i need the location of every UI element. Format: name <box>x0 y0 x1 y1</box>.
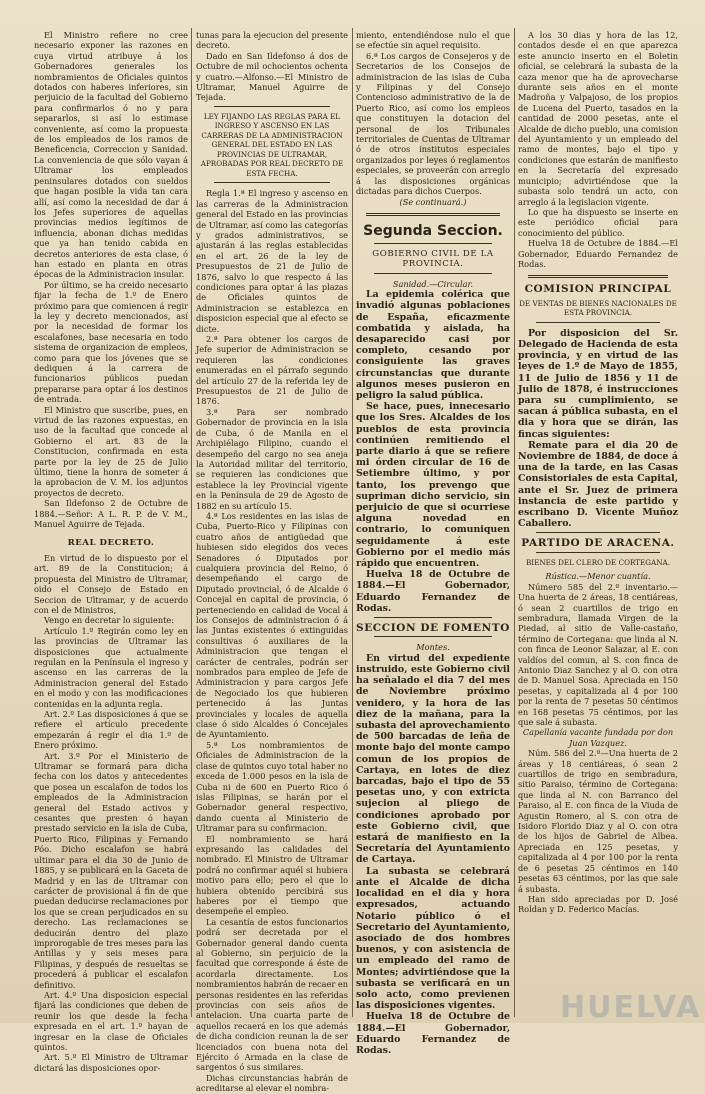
rule: 5.ª Los nombramientos de Oficiales de Administracion de la clase de quintos cuyo total haber no exceda de 1.000 pesos en la isla de Cuba ni de 600 en Puerto Rico ó islas Filipinas, se harán por el Gobernador general respectivo, dando cuenta al Ministerio de Ultramar para su confirmacion. <box>196 739 348 834</box>
section-heading: COMISION PRINCIPAL <box>524 283 672 296</box>
paragraph: En virtud del expediente instruido, este Gobierno civil ha señalado el dia 7 del mes de Noviembre próximo venidero, y la hora de las diez de la mañana, para la subasta del aprovechamiento de 500 barcadas de leña de monte bajo del monte campo comun de los propios de Cartaya, en lotes de diez barcadas, bajo el tipo de 55 pesetas uno, y con extricta sujecion al pliego de condiciones aprobado por este Gobierno civil, que estará de manifiesto en la Secretaría del Ayuntamiento de Cartaya. <box>356 652 510 866</box>
article: Artículo 1.º Regirán como ley en las provincias de Ultramar las disposiciones que actualmente regulan en la Península el ingreso y ascenso en las carreras de la Administracion general del Estado en el modo y con las modificaciones contenidas en la adjunta regla. <box>34 625 188 709</box>
rule: 3.ª Para ser nombrado Gobernador de provincia en la isla de Cuba, ó de Manila en el Archipiélago Filipino, cuando el desempeño del cargo no sea aneja la Autoridad militar del territorio, se requieren las condiciones que establece la ley Provincial vigente en la Península de 29 de Agosto de 1882 en su artículo 15. <box>196 406 348 511</box>
law-title: LEY FIJANDO LAS REGLAS PARA EL INGRESO Y ASCENSO EN LAS CARRERAS DE LA ADMINISTRACION GENERAL DEL ESTADO EN LAS PROVINCIAS DE ULTRAMAR, APROBADAS POR REAL DECRETO DE ESTA FECHA. <box>200 111 344 178</box>
rule: 2.ª Para obtener los cargos de Jefe superior de Administracion se requieren las condiciones enumeradas en el párrafo segundo del artículo 27 de la referida ley de Presupuestos de 21 de Julio de 1876. <box>196 334 348 407</box>
divider <box>214 182 330 183</box>
property-listing: Núm. 586 del 2.º—Una huerta de 2 áreas y 18 centiáreas, ó sean 2 cuartillos de trigo en sembradura, sitio Paraiso, término de Cortegana: que linda al N. con Barranco del Paraiso, al E. con finca de la Viuda de Agustin Romero, al S. con otra de Isidoro Florido Diaz y al O. con otra de los hijos de Gabriel de Albea. Apreciada en 125 pesetas, y capitalizada al 4 por 100 por la renta de 6 pesetas 25 céntimos en 140 pesetas 63 céntimos, por las que sale á subasta. <box>518 748 678 894</box>
paragraph: La cesantía de estos funcionarios podrá ser decretada por el Gobernador general dando cuenta al Gobierno, sin perjuicio de la facultad que corresponde á éste de acordarla directamente. Los nombramientos habrán de recaer en personas residentes en las referidas provincias con seis años de antelacion. Una cuarta parte de aquellos recaerá en los que además de dicha condicion reunan la de ser licenciados con buena nota del Ejército ó Armada en la clase de sargentos ó sus similares. <box>196 916 348 1073</box>
divider <box>536 532 660 533</box>
column-1 <box>34 30 188 1073</box>
section-subheading: DE VENTAS DE BIENES NACIONALES DE ESTA PROVINCIA. <box>519 298 677 318</box>
divider <box>214 106 330 107</box>
divider <box>374 617 492 618</box>
subheading: Capellanía vacante fundada por don Juan Vazquez. <box>522 727 674 748</box>
paragraph: El Ministro refiere no cree necesario exponer las razones en cuya virtud atribuye á los Gobernadores generales los nombramientos de Oficiales quintos dotados con haberes inferiores, sin perjuicio de la facultad del Gobierno para confirmarlos ó no y para separarlos, si así lo estimase conveniente, así como la propuesta de los empleados de los ramos de Beneficencia, Correccion y Sanidad. La conveniencia de que sólo vayan á Ultramar los empleados peninsulares dotados con sueldos que hagan posible la vida tan cara allí, así como la necesidad de dar á los Jefes superiores de aquellas provincias medios legítimos de influencia, abonan dichas medidas que ya han tenido cabida en decretos anteriores de esta clase, ó han estado en planta en otras épocas de la Administracion insular. <box>34 30 188 280</box>
signature-line: Dado en San Ildefonso á dos de Octubre de mil ochocientos ochenta y cuatro.—Alfonso.—El Ministro de Ultramar, Manuel Aguirre de Tejada. <box>196 50 348 103</box>
paragraph: Se hace, pues, innecesario que los Sres. Alcaldes de los pueblos de esta provincia continúen remitiendo el parte diario á que se refiere mi órden circular de 16 de Setiembre último, y por tanto, los prevengo que supriman dicho servicio, sin perjuicio de que si ocurriese alguna novedad en contrario, lo comuniquen seguidamente á este Gobierno por el medio más rápido que encuentren. <box>356 401 510 569</box>
column-rule <box>514 28 515 1017</box>
subheading: Rústica.—Menor cuantía. <box>545 571 651 582</box>
watermark-text: HUELVA <box>560 990 702 1025</box>
subheading: Sanidad.—Circular. <box>392 278 474 289</box>
section-heading: PARTIDO DE ARACENA. <box>521 537 675 550</box>
section-title: Segunda Seccion. <box>363 222 503 239</box>
article: Art. 4.º Una disposicion especial fijará las condiciones que deben de reunir los que desde la fecha expresada en el art. 1.º hayan de ingresar en la clase de Oficiales quintos. <box>34 989 188 1052</box>
paragraph: Dichas circunstancias habrán de acreditarse al elevar el nombra- <box>196 1072 348 1094</box>
paragraph: Vengo en decretar lo siguiente: <box>44 615 175 626</box>
article: Art. 2.º Las disposiciones á que se refiere el artículo precedente empezarán á regir el dia 1.º de Enero próximo. <box>34 709 188 751</box>
section-subheading: BIENES DEL CLERO DE CORTEGANA. <box>526 557 670 567</box>
divider <box>374 636 492 637</box>
divider <box>528 275 668 278</box>
divider <box>374 243 492 244</box>
section-heading: SECCION DE FOMENTO <box>356 622 510 635</box>
government-heading: GOBIERNO CIVIL DE LA PROVINCIA. <box>372 248 494 270</box>
column-4 <box>518 30 678 1013</box>
continued-note: (Se continuará.) <box>399 196 467 207</box>
paragraph: Por disposicion del Sr. Delegado de Hacienda de esta provincia, y en virtud de las leyes de 1.º de Mayo de 1855, 11 de Julio de 1856 y 11 de Julio de 1878, é instrucciones para su cumplimiento, se sacan á pública subasta, en el dia y hora que se dirán, las fincas siguientes: <box>518 327 678 440</box>
paragraph: tunas para la ejecucion del presente decreto. <box>196 30 348 51</box>
divider <box>374 273 492 274</box>
article: Art. 5.º El Ministro de Ultramar dictará las disposiciones opor- <box>34 1052 188 1073</box>
subheading: Montes. <box>416 642 450 653</box>
article: Art. 3.º Por el Ministerio de Ultramar se formará para dicha fecha con los datos y antecedentes que posea un escalafon de todos los empleados de la Administracion general del Estado activos y cesantes que presten ó hayan prestado servicio en la isla de Cuba, Puerto Rico, Filipinas y Fernando Póo. Dicho escalafon se habrá ultimar para el dia 30 de Junio de 1885, y se publicará en la Gaceta de Madrid y en las de Ultramar con carácter de provisional á fin de que puedan deducirse reclamaciones por los que se crean perjudicados en su derecho. Las reclamaciones se deducirán dentro del plazo improrogable de tres meses para las Antillas y y seis meses para Filipinas, y después de resueltas se procederá á publicar el escalafon definitivo. <box>34 750 188 990</box>
signature-line: Huelva 18 de Octubre de 1884.—El Gobernador, Eduardo Fernandez de Rodas. <box>356 569 510 614</box>
rule: Regla 1.ª El ingreso y ascenso en las carreras de la Administracion general del Estado en las provincias de Ultramar, así como las categorías y grados administrativos, se ajustarán á las reglas establecidas en el art. 26 de la ley de Presupuestos de 21 de Julio de 1876, salvo lo que respecto á las condiciones para optar á las plazas de Oficiales quintos de Administracion se establezca en disposicion especial que al efecto se dicte. <box>196 188 348 334</box>
signature-line: San Ildefonso 2 de Octubre de 1884.—Señor: A L. R. P. de V. M., Manuel Aguirre de Tejada. <box>34 498 188 530</box>
column-2 <box>196 30 348 1094</box>
rule: 6.ª Los cargos de Consejeros y de Secretarios de los Consejos de administracion de las islas de Cuba y Filipinas y del Consejo Contencioso administrativo de la de Puerto Rico, así como los empleos que constituyen la dotacion del personal de los Tribunales territoriales de Cuentas de Ultramar ó de otros institutos especiales organizados por leyes ó reglamentos especiales, se proveerán con arreglo á las disposiciones orgánicas dictadas para dichos Cuerpos. <box>356 50 510 197</box>
paragraph: Por último, se ha creido necesario fijar la fecha de 1.º de Enero próximo para que comiencen á regir la ley y decreto mencionados, así por la necesidad de formar los escalafones, base necesaria en todo sistema de organizacion de empleos, como para que los jóvenes que se dediquen á la carrera de funcionarios públicos puedan prepararse para optar á los destinos de entrada. <box>34 279 188 405</box>
column-rule <box>191 28 192 1017</box>
paragraph: Remate para el dia 20 de Noviembre de 1884, de doce á una de la tarde, en las Casas Consistoriales de esta Capital, ante el Sr. Juez de primera instancia de este partido y escribano D. Vicente Muñoz Caballero. <box>518 439 678 530</box>
paragraph: En virtud de lo dispuesto por el art. 89 de la Constitucion; á propuesta del Ministro de Ultramar, oido el Consejo de Estado en Seccion de Ultramar, y de acuerdo con el de Ministros, <box>34 552 188 615</box>
rule: 4.ª Los residentes en las islas de Cuba, Puerto-Rico y Filipinas con cuatro años de antigüedad que hubiesen sido elegidos dos veces Senadores ó Diputados por cualquiera provincia del Reino, ó desempeñando el cargo de Diputado provincial, ó de Alcalde ó Concejal en capital de provincia, ó perteneciendo en calidad de Vocal á los Consejos de administracion ó á las Juntas existentes ó extinguidas consultivas ó auxiliares de la Administracion que tengan el carácter de centrales, podrán ser nombrados para empleo de Jefe de Administracion y para cargos Jefe de Negociado los que hubieren pertenecido á las Juntas provinciales y locales de aquella clase ó sido Alcaldes ó Concejales de Ayuntamiento. <box>196 510 348 740</box>
divider <box>366 213 500 216</box>
paragraph: El nombramiento se hará expresando las calidades del nombrado. El Ministro de Ultramar podrá no confirmar aquél si hubiera motivo para ello; pero el que lo hubiera obtenido percibirá sus haberes por el tiempo que desempeñe el empleo. <box>196 833 348 917</box>
property-listing: Número 585 del 2.º inventario.—Una huerta de 2 áreas, 18 centiáreas, ó sean 2 cuartillos de trigo en sembradura, llamada Virgen de la Piedad, al sitio de Valle-castaño, término de Cortegana: que linda al N. con finca de Leonor Salazar, al E. con valdíos del comun, al S. con finca de Antonio Diaz Sanchez y al O. con otra de D. Manuel Sosa. Apreciada en 150 pesetas, y capitalizada al 4 por 100 por la renta de 7 pesetas 50 céntimos en 168 pesetas 75 céntimos, por las que sale á subasta. <box>518 581 678 727</box>
paragraph: A los 30 dias y hora de las 12, contados desde el en que aparezca este anuncio inserto en el Boletin oficial, se celebrará la subasta de la caza menor que ha de aprovecharse durante seis años en el monte Madroña y Valpajoso, de los propios de Lucena del Puerto, tasados en la cantidad de 2000 pesetas, ante el Alcalde de dicho pueblo, una comision del Ayuntamiento y un empleado del ramo de montes, bajo el tipo y condiciones que estarán de manifiesto en la Secretaría del expresado municipio; advirtiéndose que la subasta solo tendrá un acto, con arreglo á la legislacion vigente. <box>518 30 678 207</box>
section-heading: REAL DECRETO. <box>67 537 155 548</box>
paragraph: El Ministro que suscribe, pues, en virtud de las razones expuestas, en uso de la facultad que concede al Gobierno el art. 83 de la Constitucion, confirmada en esta parte por la ley de 25 de Julio último, tiene la honra de someter á la aprobacion de V. M. los adjuntos proyectos de decreto. <box>34 404 188 498</box>
paragraph: La epidemia colérica que invadió algunas poblaciones de España, eficazmente combatida y aislada, ha desaparecido casi por completo, cesando por consiguiente las graves circunstancias que durante algunos meses pusieron en peligro la salud pública. <box>356 289 510 401</box>
paragraph: Han sido apreciadas por D. José Roldan y D. Federico Macías. <box>518 893 678 915</box>
signature-line: Huelva 18 de Octubre de 1884.—El Gobernador, Eduardo Fernandez de Rodas. <box>356 1011 510 1056</box>
paragraph: miento, entendiéndose nulo el que se efectúe sin aquel requisito. <box>356 30 510 51</box>
column-3 <box>356 30 510 1056</box>
divider <box>536 552 660 553</box>
paragraph: Lo que ha dispuesto se inserte en este periódico oficial para conocimiento del público. <box>518 206 678 238</box>
paragraph: La subasta se celebrará ante el Alcalde de dicha localidad en el dia y hora expresados, actuando Notario público ó el Secretario del Ayuntamiento, asociado de dos hombres buenos, y con asistencia de un empleado del ramo de Montes; advirtiéndose que la subasta se verificará en un solo acto, como previenen las disposiciones vigentes. <box>356 865 510 1012</box>
column-rule <box>352 28 353 1017</box>
divider <box>536 322 660 323</box>
signature-line: Huelva 18 de Octubre de 1884.—El Gobernador, Eduardo Fernandez de Rodas. <box>518 238 678 269</box>
